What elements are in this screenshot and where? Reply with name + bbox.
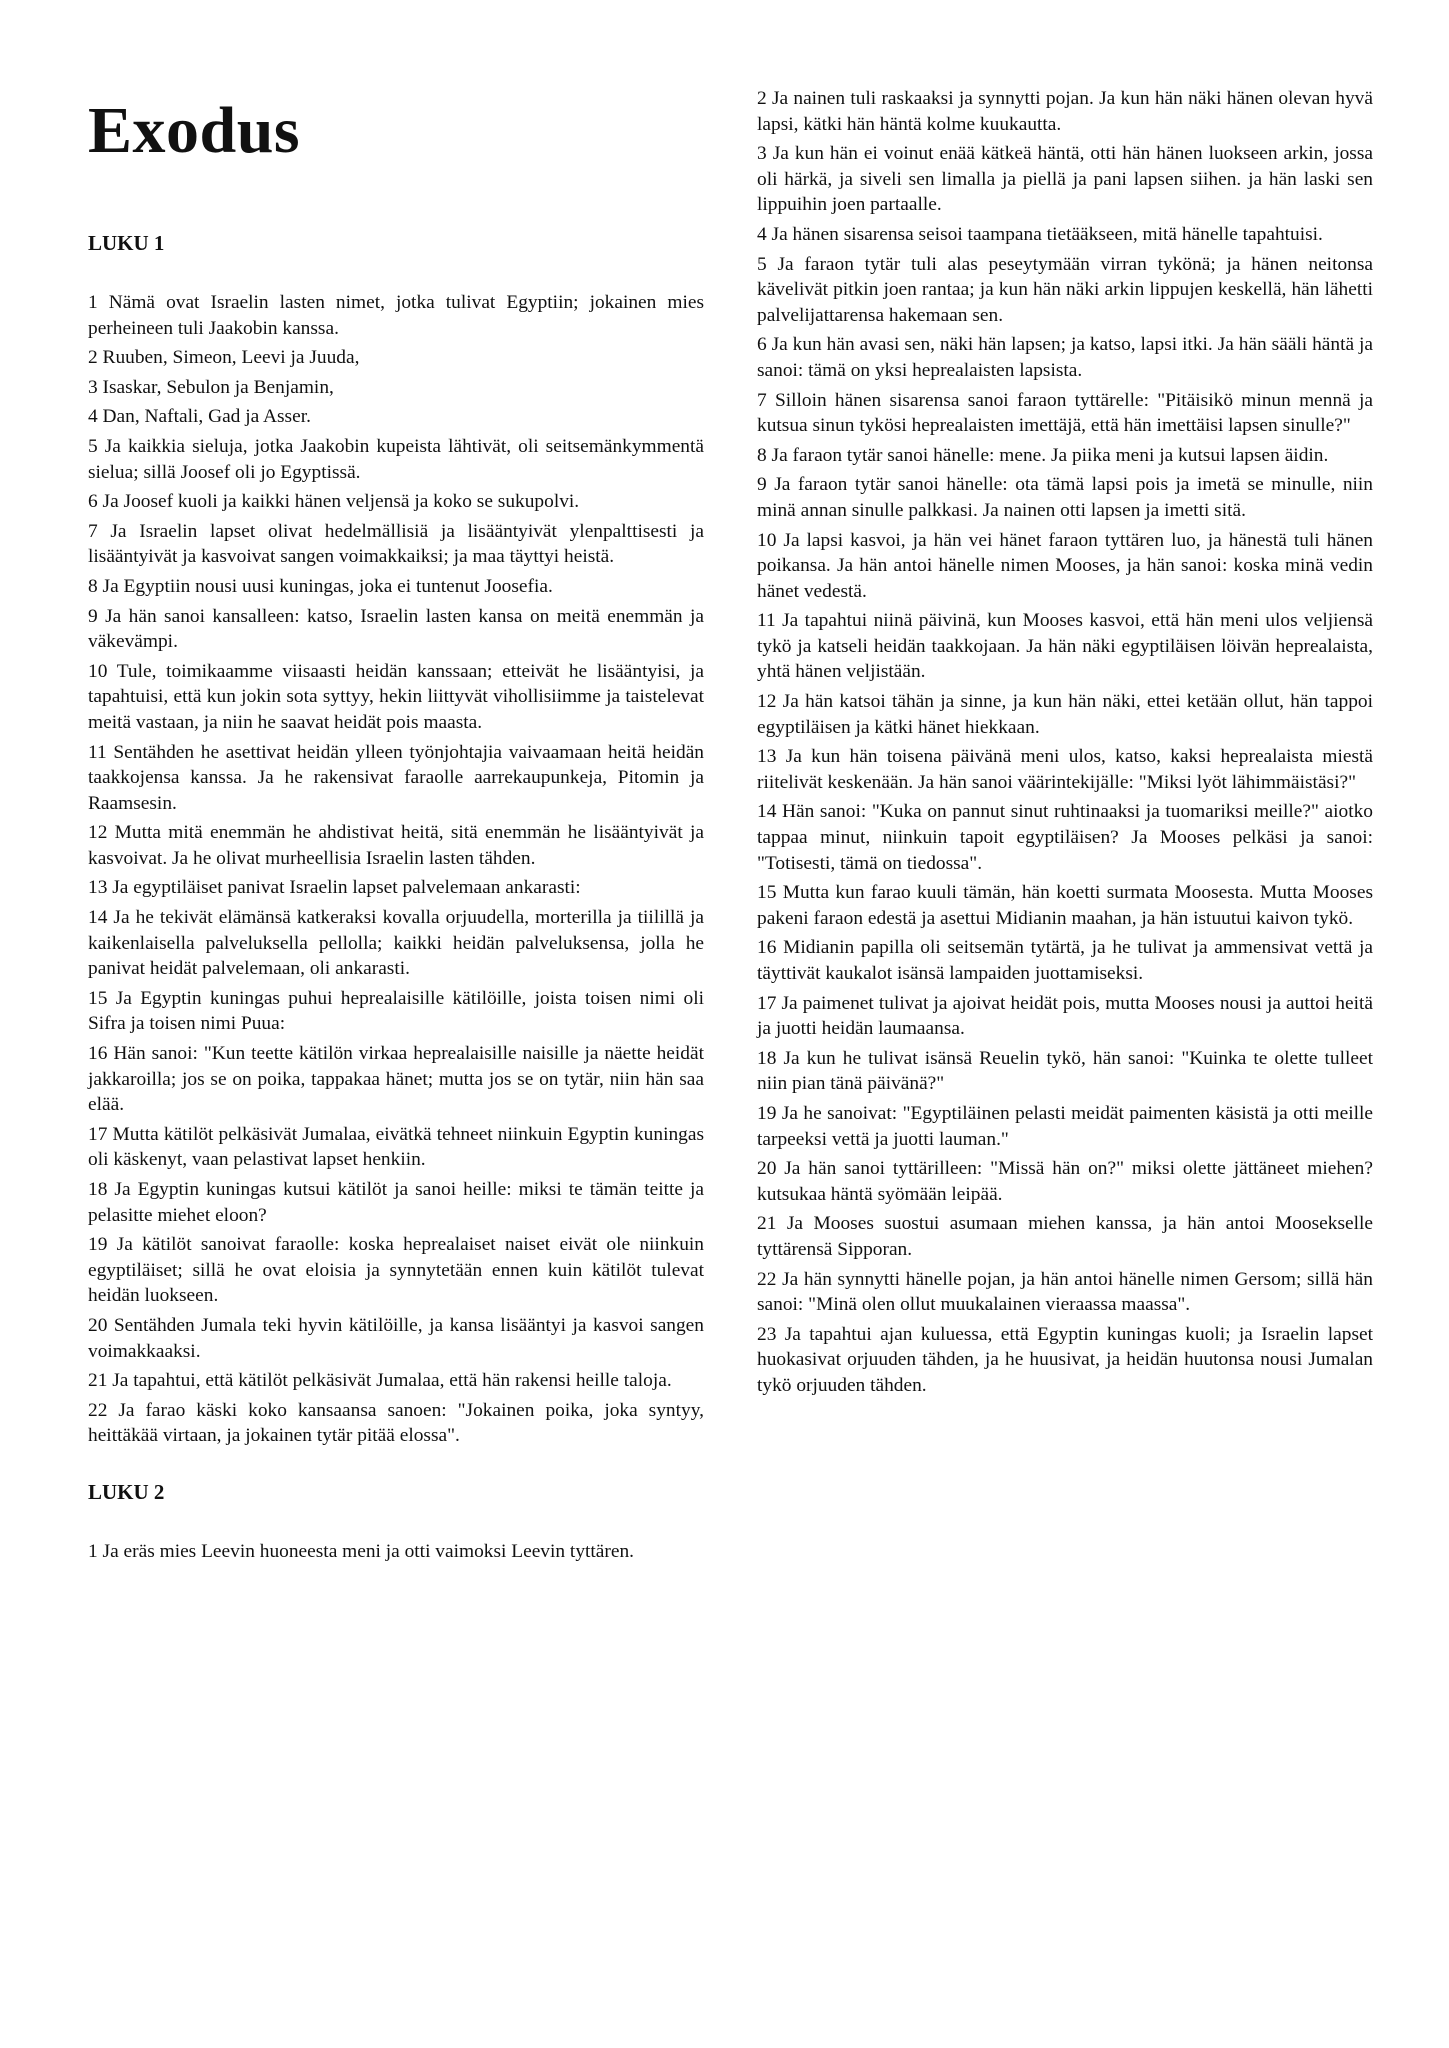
- verse: 19 Ja he sanoivat: "Egyptiläinen pelasti meidät paimenten käsistä ja otti meille tarpeeksi vettä ja juotti lauman.": [757, 1102, 1373, 1150]
- verse: 5 Ja kaikkia sieluja, jotka Jaakobin kupeista lähtivät, oli seitsemänkymmentä sielua; sillä Joosef oli jo Egyptissä.: [88, 435, 704, 483]
- verse: 6 Ja Joosef kuoli ja kaikki hänen veljensä ja koko se sukupolvi.: [88, 491, 580, 513]
- verse: 10 Ja lapsi kasvoi, ja hän vei hänet faraon tyttären luo, ja hänestä tuli hänen poikansa. Ja hän antoi hänelle nimen Mooses, ja hän sanoi: koska minä vedin hänet vedestä.: [757, 529, 1373, 602]
- verse: 14 Hän sanoi: "Kuka on pannut sinut ruhtinaaksi ja tuomariksi meille?" aiotko tappaa minut, niinkuin tapoit egyptiläisen? Ja Mooses pelkäsi ja sanoi: "Totisesti, tämä on tiedossa".: [757, 801, 1373, 874]
- verse: 12 Mutta mitä enemmän he ahdistivat heitä, sitä enemmän he lisääntyivät ja kasvoivat. Ja he olivat murheellisia Israelin lasten tähden.: [88, 822, 704, 869]
- verse: 4 Ja hänen sisarensa seisoi taampana tietääkseen, mitä hänelle tapahtuisi.: [757, 223, 1323, 245]
- verse: 3 Ja kun hän ei voinut enää kätkeä häntä, otti hän hänen luokseen arkin, jossa oli härkä, ja siveli sen limalla ja piellä ja pani lapsen siihen. ja hän laski sen lippuihin joen partaalle.: [757, 143, 1373, 216]
- right-column: [757, 86, 1373, 1403]
- verse: 3 Isaskar, Sebulon ja Benjamin,: [88, 376, 334, 398]
- verse: 13 Ja egyptiläiset panivat Israelin lapset palvelemaan ankarasti:: [88, 877, 581, 899]
- verse: 15 Mutta kun farao kuuli tämän, hän koetti surmata Moosesta. Mutta Mooses pakeni faraon edestä ja asettui Midianin maahan, ja hän istuutui kaivon tykö.: [757, 882, 1373, 929]
- chapter-2-verses-continued: [757, 86, 1373, 1399]
- verse: 14 Ja he tekivät elämänsä katkeraksi kovalla orjuudella, morterilla ja tiilillä ja kaikenlaisella palveluksella pellolla; kaikki heidän palveluksensa, jolla he panivat heidät palvelemaan, oli ankarasti.: [88, 907, 704, 980]
- chapter-heading: LUKU 2: [88, 1479, 165, 1504]
- verse: 17 Mutta kätilöt pelkäsivät Jumalaa, eivätkä tehneet niinkuin Egyptin kuningas oli käskenyt, vaan pelastivat lapset henkiin.: [88, 1123, 704, 1171]
- verse: 10 Tule, toimikaamme viisaasti heidän kanssaan; etteivät he lisääntyisi, ja tapahtuisi, että kun jokin sota syttyy, hekin liittyvät vihollisiimme ja taistelevat meitä vastaan, ja niin he saavat heidät pois maasta.: [88, 660, 704, 733]
- chapter-heading: LUKU 1: [88, 231, 165, 255]
- verse: 18 Ja Egyptin kuningas kutsui kätilöt ja sanoi heille: miksi te tämän teitte ja pelasitte miehet eloon?: [88, 1179, 704, 1226]
- verse: 15 Ja Egyptin kuningas puhui heprealaisille kätilöille, joista toisen nimi oli Sifra ja toisen nimi Puua:: [88, 987, 704, 1035]
- verse: 22 Ja farao käski koko kansaansa sanoen: "Jokainen poika, joka syntyy, heittäkää virtaan, ja jokainen tytär pitää elossa".: [88, 1399, 704, 1447]
- verse: 11 Ja tapahtui niinä päivinä, kun Mooses kasvoi, että hän meni ulos veljiensä tykö ja katseli heidän taakkojaan. Ja hän näki egyptiläisen löivän heprealaista, yhtä hänen veljistään.: [757, 610, 1373, 683]
- verse: 20 Ja hän sanoi tyttärilleen: "Missä hän on?" miksi olette jättäneet miehen? kutsukaa häntä syömään leipää.: [757, 1158, 1373, 1205]
- verse: 21 Ja Mooses suostui asumaan miehen kanssa, ja hän antoi Moosekselle tyttärensä Sipporan.: [757, 1213, 1373, 1260]
- verse: 2 Ruuben, Simeon, Leevi ja Juuda,: [88, 347, 360, 369]
- verse: 18 Ja kun he tulivat isänsä Reuelin tykö, hän sanoi: "Kuinka te olette tulleet niin pian tänä päivänä?": [757, 1047, 1373, 1095]
- verse: 1 Ja eräs mies Leevin huoneesta meni ja otti vaimoksi Leevin tyttären.: [88, 1540, 635, 1562]
- verse: 7 Silloin hänen sisarensa sanoi faraon tyttärelle: "Pitäisikö minun mennä ja kutsua sinun tykösi heprealaisten imettäjä, että hän imettäisi lapsen sinulle?": [757, 389, 1373, 437]
- verse: 9 Ja hän sanoi kansalleen: katso, Israelin lasten kansa on meitä enemmän ja väkevämpi.: [88, 605, 704, 653]
- chapter-1-verses: [88, 290, 704, 1449]
- verse: 16 Hän sanoi: "Kun teette kätilön virkaa heprealaisille naisille ja näette heidät jakkaroilla; jos se on poika, tappakaa hänet; mutta jos se on tytär, niin hän saa elää.: [88, 1043, 704, 1116]
- verse: 9 Ja faraon tytär sanoi hänelle: ota tämä lapsi pois ja imetä se minulle, niin minä annan sinulle palkkasi. Ja nainen otti lapsen ja imetti sitä.: [757, 474, 1373, 521]
- verse: 7 Ja Israelin lapset olivat hedelmällisiä ja lisääntyivät ylenpalttisesti ja lisääntyivät ja kasvoivat sangen voimakkaiksi; ja maa täyttyi heistä.: [88, 520, 704, 568]
- chapter-2-verses-start: [88, 1539, 704, 1565]
- verse: 13 Ja kun hän toisena päivänä meni ulos, katso, kaksi heprealaista miestä riitelivät keskenään. Ja hän sanoi väärintekijälle: "Miksi lyöt lähimmäistäsi?": [757, 746, 1373, 793]
- verse: 8 Ja Egyptiin nousi uusi kuningas, joka ei tuntenut Joosefia.: [88, 575, 553, 597]
- verse: 12 Ja hän katsoi tähän ja sinne, ja kun hän näki, ettei ketään ollut, hän tappoi egyptiläisen ja kätki hänet hiekkaan.: [757, 691, 1373, 738]
- verse: 22 Ja hän synnytti hänelle pojan, ja hän antoi hänelle nimen Gersom; sillä hän sanoi: "Minä olen ollut muukalainen vieraassa maassa".: [757, 1268, 1373, 1316]
- book-title: Exodus: [88, 94, 301, 167]
- verse: 19 Ja kätilöt sanoivat faraolle: koska heprealaiset naiset eivät ole niinkuin egyptiläiset; sillä he ovat eloisia ja synnytetään ennen kuin kätilöt tulevat heidän luokseen.: [88, 1234, 704, 1307]
- verse: 6 Ja kun hän avasi sen, näki hän lapsen; ja katso, lapsi itki. Ja hän sääli häntä ja sanoi: tämä on yksi heprealaisten lapsista.: [757, 334, 1373, 381]
- verse: 11 Sentähden he asettivat heidän ylleen työnjohtajia vaivaamaan heitä heidän taakkojensa kanssa. Ja he rakensivat faraolle aarrekaupunkeja, Pitomin ja Raamsesin.: [88, 741, 704, 814]
- verse: 1 Nämä ovat Israelin lasten nimet, jotka tulivat Egyptiin; jokainen mies perheineen tuli Jaakobin kanssa.: [88, 292, 704, 339]
- verse: 21 Ja tapahtui, että kätilöt pelkäsivät Jumalaa, että hän rakensi heille taloja.: [88, 1370, 672, 1392]
- verse: 8 Ja faraon tytär sanoi hänelle: mene. Ja piika meni ja kutsui lapsen äidin.: [757, 444, 1329, 466]
- verse: 17 Ja paimenet tulivat ja ajoivat heidät pois, mutta Mooses nousi ja auttoi heitä ja juotti heidän laumaansa.: [757, 992, 1373, 1040]
- verse: 23 Ja tapahtui ajan kuluessa, että Egyptin kuningas kuoli; ja Israelin lapset huokasivat orjuuden tähden, ja he huusivat, ja heidän huutonsa nousi Jumalan tykö orjuuden tähden.: [757, 1323, 1373, 1396]
- left-column: [88, 86, 704, 1569]
- verse: 16 Midianin papilla oli seitsemän tytärtä, ja he tulivat ja ammensivat vettä ja täyttivät kaukalot isänsä lampaiden juottamiseksi.: [757, 937, 1373, 984]
- verse: 4 Dan, Naftali, Gad ja Asser.: [88, 406, 311, 428]
- verse: 20 Sentähden Jumala teki hyvin kätilöille, ja kansa lisääntyi ja kasvoi sangen voimakkaaksi.: [88, 1314, 704, 1362]
- verse: 2 Ja nainen tuli raskaaksi ja synnytti pojan. Ja kun hän näki hänen olevan hyvä lapsi, kätki hän häntä kolme kuukautta.: [757, 88, 1373, 135]
- verse: 5 Ja faraon tytär tuli alas peseytymään virran tykönä; ja hänen neitonsa kävelivät pitkin joen rantaa; ja kun hän näki arkin lippujen keskellä, hän lähetti palvelijattarensa hakemaan sen.: [757, 253, 1373, 326]
